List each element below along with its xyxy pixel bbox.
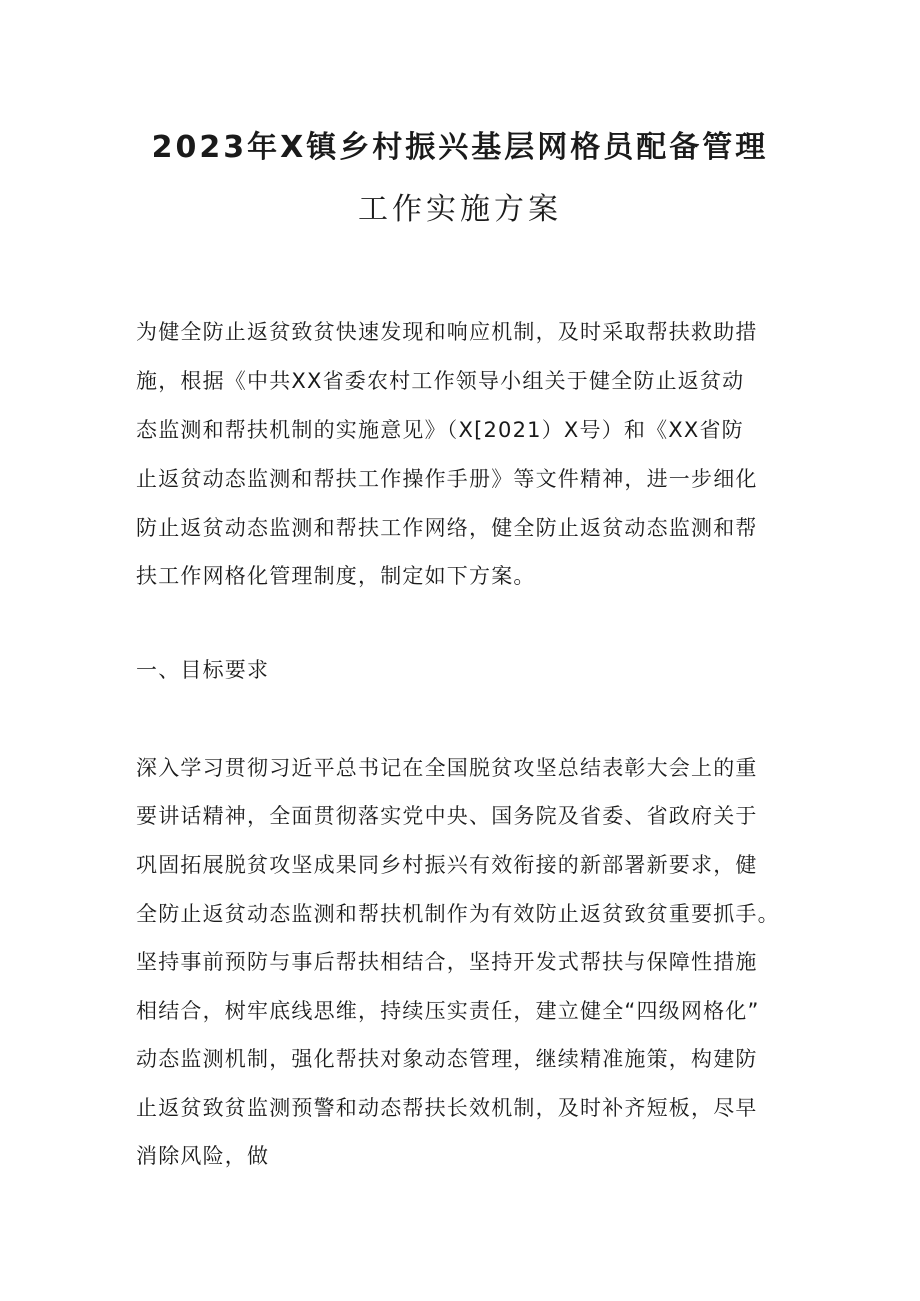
- section-heading: 一、目标要求: [136, 658, 270, 682]
- section-paragraph-line: 坚持事前预防与事后帮扶相结合，坚持开发式帮扶与保障性措施: [136, 950, 758, 974]
- intro-paragraph-line: 态监测和帮扶机制的实施意见》（X[2021）X号）和《XX省防: [136, 418, 744, 442]
- section-paragraph-line: 动态监测机制，强化帮扶对象动态管理，继续精准施策，构建防: [136, 1047, 758, 1071]
- section-paragraph-line: 深入学习贯彻习近平总书记在全国脱贫攻坚总结表彰大会上的重: [136, 756, 758, 780]
- intro-paragraph-line: 止返贫动态监测和帮扶工作操作手册》等文件精神，进一步细化: [136, 467, 758, 491]
- intro-paragraph-line: 为健全防止返贫致贫快速发现和响应机制，及时采取帮扶救助措: [136, 320, 758, 344]
- section-paragraph-line: 全防止返贫动态监测和帮扶机制作为有效防止返贫致贫重要抓手。: [136, 902, 780, 926]
- section-paragraph-line: 巩固拓展脱贫攻坚成果同乡村振兴有效衔接的新部署新要求，健: [136, 853, 758, 877]
- section-paragraph-line: 止返贫致贫监测预警和动态帮扶长效机制，及时补齐短板，尽早: [136, 1096, 758, 1120]
- intro-paragraph-line: 防止返贫动态监测和帮扶工作网络，健全防止返贫动态监测和帮: [136, 516, 758, 540]
- section-paragraph-line: 消除风险，做: [136, 1144, 270, 1168]
- intro-paragraph-line: 施，根据《中共XX省委农村工作领导小组关于健全防止返贫动: [136, 369, 745, 393]
- intro-paragraph-line: 扶工作网格化管理制度，制定如下方案。: [136, 564, 536, 588]
- document-title-line-1: 2023年X镇乡村振兴基层网格员配备管理: [151, 130, 769, 165]
- section-paragraph-line: 相结合，树牢底线思维，持续压实责任，建立健全“四级网格化”: [136, 999, 760, 1023]
- document-title-line-2: 工作实施方案: [358, 192, 562, 227]
- section-paragraph-line: 要讲话精神，全面贯彻落实党中央、国务院及省委、省政府关于: [136, 804, 758, 828]
